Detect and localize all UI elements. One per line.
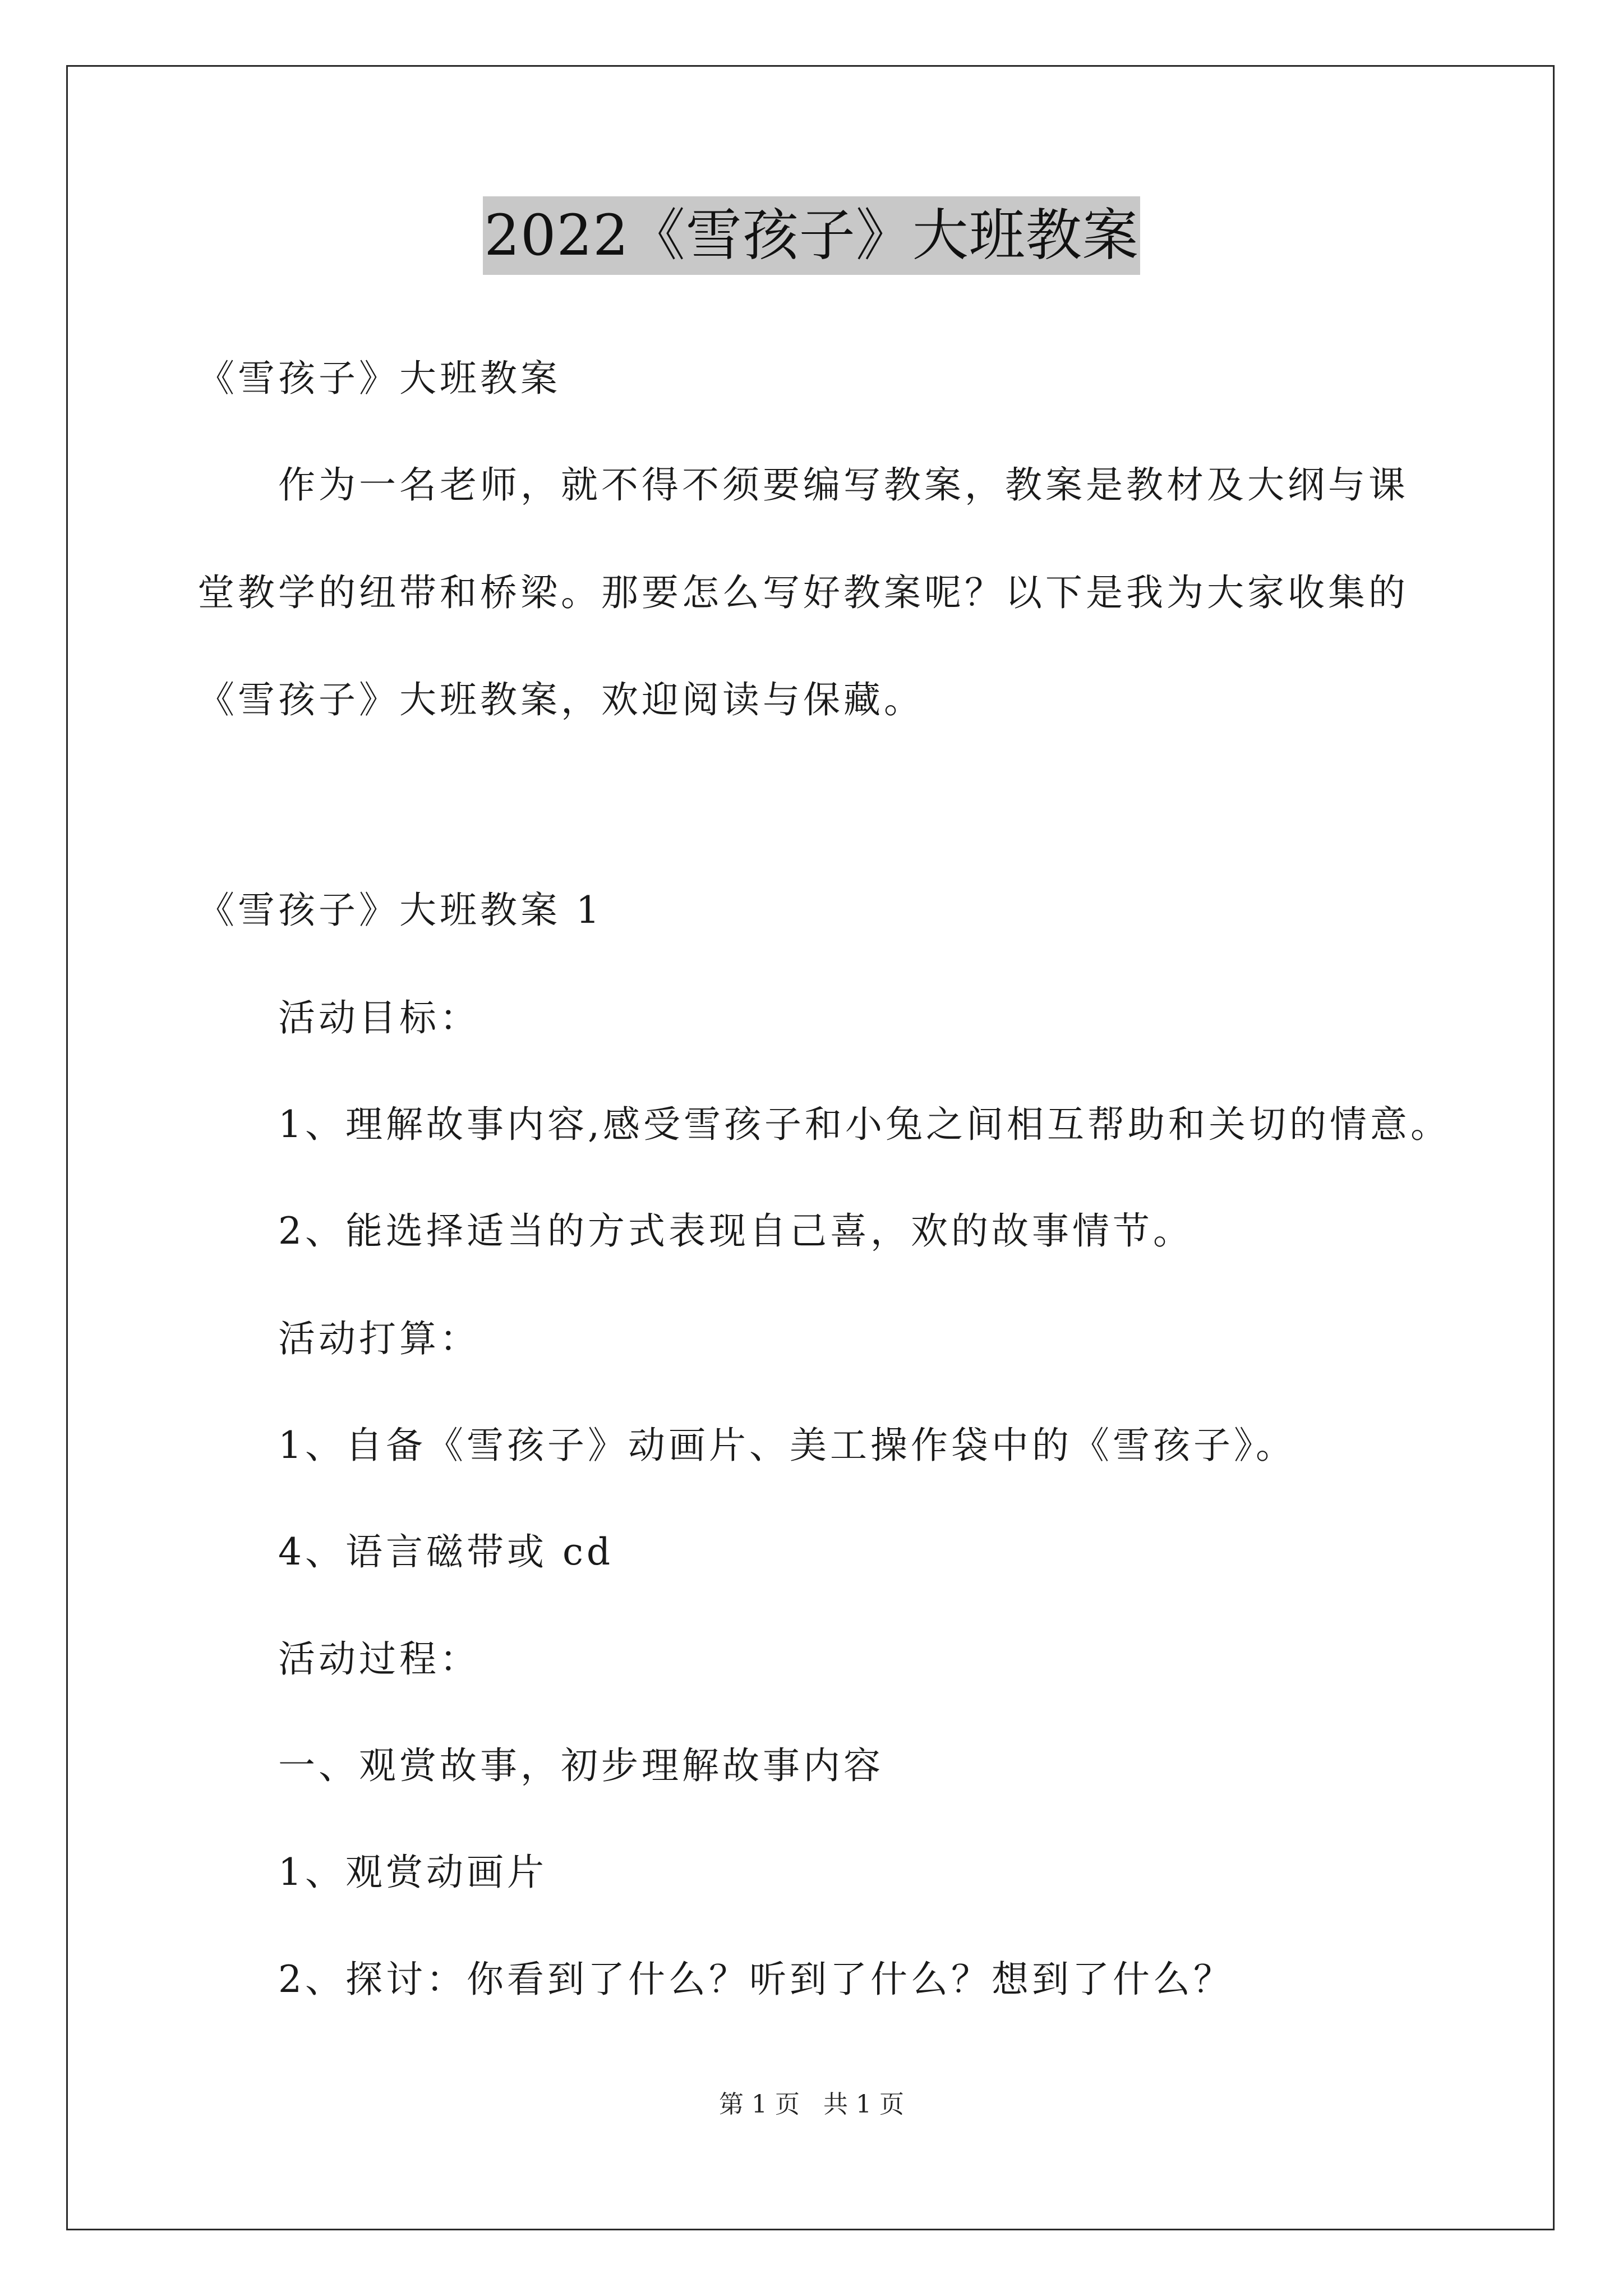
intro-line-2: 堂教学的纽带和桥梁。那要怎么写好教案呢？以下是我为大家收集的	[197, 571, 1409, 614]
process-heading: 活动过程：	[278, 1637, 480, 1681]
title-container	[0, 196, 1623, 275]
goal-item-1: 1、理解故事内容,感受雪孩子和小兔之间相互帮助和关切的情意。	[278, 1103, 1451, 1146]
subtitle-line: 《雪孩子》大班教案	[197, 357, 561, 400]
prep-item-1: 1、自备《雪孩子》动画片、美工操作袋中的《雪孩子》。	[278, 1424, 1296, 1467]
prep-heading: 活动打算：	[278, 1317, 480, 1360]
section-heading: 《雪孩子》大班教案 1	[197, 889, 603, 932]
process-substep-1: 1、观赏动画片	[278, 1851, 547, 1894]
intro-line-1: 作为一名老师，就不得不须要编写教案，教案是教材及大纲与课	[278, 463, 1409, 507]
process-substep-2: 2、探讨：你看到了什么？听到了什么？想到了什么？	[278, 1958, 1234, 2001]
page-footer: 第 1 页 共 1 页	[719, 2090, 904, 2119]
goal-item-2: 2、能选择适当的方式表现自己喜，欢的故事情节。	[278, 1209, 1193, 1253]
document-title: 2022《雪孩子》大班教案	[483, 196, 1140, 275]
intro-line-3: 《雪孩子》大班教案，欢迎阅读与保藏。	[197, 678, 924, 721]
process-step-1: 一、观赏故事，初步理解故事内容	[278, 1744, 884, 1787]
prep-item-4: 4、语言磁带或 cd	[278, 1530, 614, 1573]
goal-heading: 活动目标：	[278, 996, 480, 1039]
